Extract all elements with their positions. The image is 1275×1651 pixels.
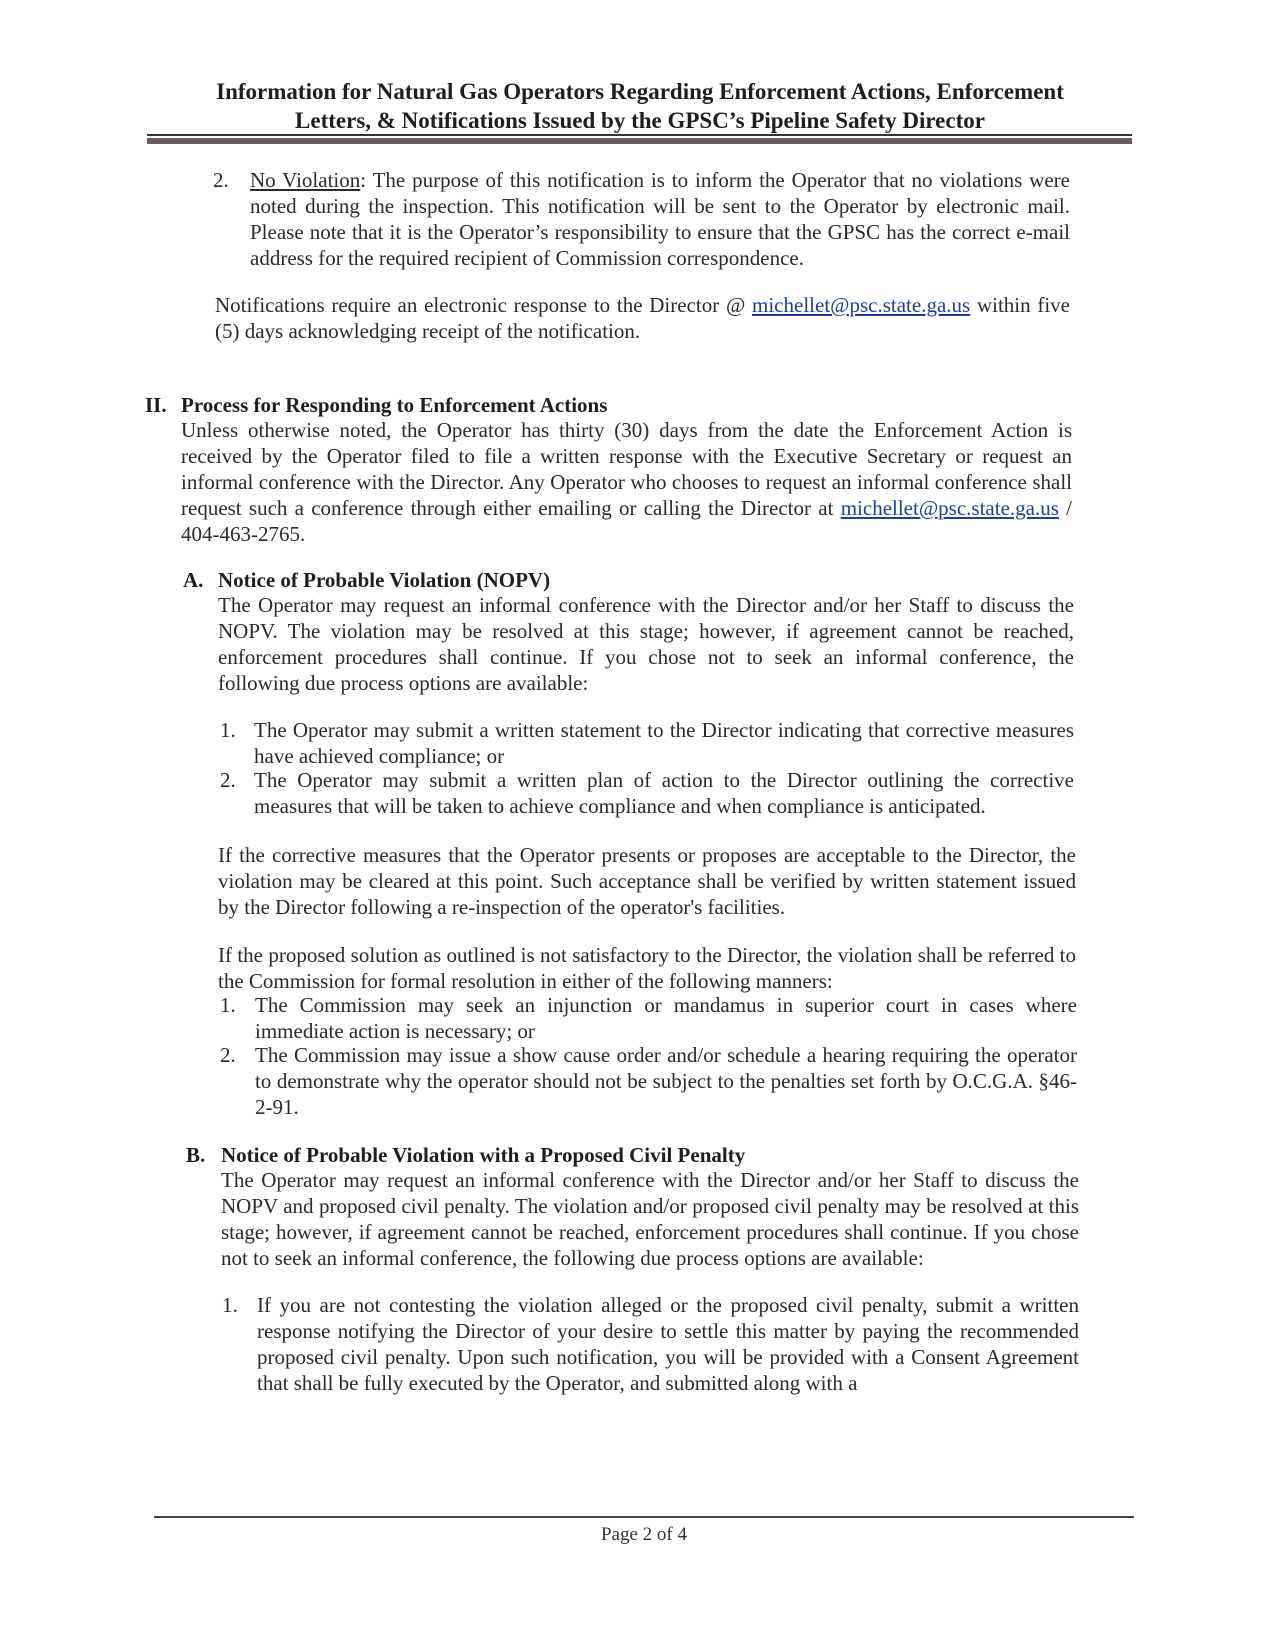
header-title-line1: Information for Natural Gas Operators Regarding Enforcement Actions, Enforcement [216, 79, 1064, 104]
section-a-manner-2-text: The Commission may issue a show cause order and/or schedule a hearing requiring the operator to demonstrate why the operator should not be subject to the penalties set forth by O.C.G.A. §46-2-91. [255, 1043, 1077, 1119]
section-a-acceptance: If the corrective measures that the Operator presents or proposes are acceptable to the Director, the violation may be cleared at this point. Such acceptance shall be verified by written statement issued by the Director following a re-inspection of the operator's facilities. [218, 843, 1076, 919]
section-a-intro: The Operator may request an informal conference with the Director and/or her Staff to discuss the NOPV. The violation may be resolved at this stage; however, if agreement cannot be reached, enforcement procedures shall continue. If you chose not to seek an informal conference, the following due process options are available: [218, 593, 1074, 695]
header-rule-thick [147, 138, 1132, 144]
section-ii-number: II. [145, 393, 167, 417]
section-b-intro: The Operator may request an informal conference with the Director and/or her Staff to discuss the NOPV and proposed civil penalty. The violation and/or proposed civil penalty may be resolved at this stage; however, if agreement cannot be reached, enforcement procedures shall continue. If you chose not to seek an informal conference, the following due process options are available: [221, 1168, 1079, 1270]
section-ii-email-link[interactable]: michellet@psc.state.ga.us [840, 496, 1059, 520]
section-b-option-1-number: 1. [222, 1293, 238, 1317]
no-violation-text: : The purpose of this notification is to inform the Operator that no violations were noted during the inspection. This notification will be sent to the Operator by electronic mail. Please note that it is the Operator’s responsibility to ensure that the GPSC has the correct e-mail address for the required recipient of Commission correspondence. [250, 168, 1070, 270]
section-a-manner-2-number: 2. [220, 1043, 236, 1067]
section-ii-phone: / 404-463-2765. [181, 496, 1073, 546]
notifications-text-after: within five (5) days acknowledging receipt of the notification. [215, 293, 1070, 343]
section-a-option-1-number: 1. [220, 718, 236, 742]
section-b-letter: B. [186, 1143, 206, 1167]
document-header [150, 77, 1130, 135]
director-email-link[interactable]: michellet@psc.state.ga.us [752, 293, 971, 317]
no-violation-number: 2. [213, 168, 229, 192]
section-a-option-2-number: 2. [220, 768, 236, 792]
section-a-option-2-text: The Operator may submit a written plan of action to the Director outlining the corrective measures that will be taken to achieve compliance and when compliance is anticipated. [254, 768, 1074, 818]
section-a-option-1-text: The Operator may submit a written statement to the Director indicating that corrective measures have achieved compliance; or [254, 718, 1074, 768]
page-number: Page 2 of 4 [600, 1524, 687, 1545]
section-a-referral: If the proposed solution as outlined is not satisfactory to the Director, the violation shall be referred to the Commission for formal resolution in either of the following manners: [218, 943, 1076, 993]
header-title-line2: Letters, & Notifications Issued by the GPSC’s Pipeline Safety Director [295, 108, 985, 133]
no-violation-label: No Violation [250, 168, 361, 192]
section-a-letter: A. [183, 568, 204, 592]
header-rule-thin [147, 134, 1132, 136]
section-ii-title: Process for Responding to Enforcement Actions [181, 393, 608, 417]
section-a-manner-1-text: The Commission may seek an injunction or mandamus in superior court in cases where immediate action is necessary; or [255, 993, 1077, 1043]
footer-rule [154, 1516, 1134, 1518]
section-b-title: Notice of Probable Violation with a Proposed Civil Penalty [221, 1143, 746, 1167]
notifications-text-before: Notifications require an electronic response to the Director @ [215, 293, 753, 317]
no-violation-paragraph [250, 167, 1070, 271]
section-b-option-1-text: If you are not contesting the violation alleged or the proposed civil penalty, submit a written response notifying the Director of your desire to settle this matter by paying the recommended proposed civil penalty. Upon such notification, you will be provided with a Consent Agreement that shall be fully executed by the Operator, and submitted along with a [257, 1293, 1079, 1395]
section-a-manner-1-number: 1. [220, 993, 236, 1017]
section-ii-text: Unless otherwise noted, the Operator has thirty (30) days from the date the Enforcement Action is received by the Operator filed to file a written response with the Executive Secretary or request an informal conference with the Director. Any Operator who chooses to request an informal conference shall request such a conference through either emailing or calling the Director at [181, 418, 1072, 520]
section-ii-paragraph [181, 417, 1072, 547]
section-a-title: Notice of Probable Violation (NOPV) [218, 568, 551, 592]
notifications-response-paragraph [215, 292, 1070, 344]
